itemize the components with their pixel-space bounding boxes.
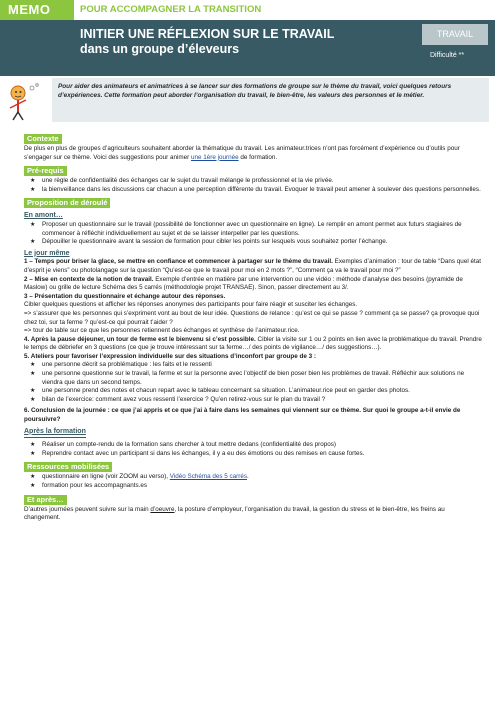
step-3-line: Cibler quelques questions et afficher les réponses anonymes des participants pour faire réagir et susciter les échanges. <box>24 301 358 309</box>
video-5-carres-link[interactable]: Vidéo Schéma des 5 carrés <box>169 473 247 481</box>
list-item: ★ Dépouiller le questionnaire avant la session de formation pour cibler les points sur lesquels vous souhaitez porter l’échange. <box>30 238 388 246</box>
section-heading-ressources: Ressources mobilisées <box>24 462 112 472</box>
list-item: ★ une personne prend des notes et chacun repart avec le tableau concernant sa situation. L’animateur.rice peut en garder des photos. <box>30 387 410 395</box>
section-heading-prerequis: Pré-requis <box>24 166 67 176</box>
star-bullet-icon: ★ <box>30 186 36 193</box>
list-item: ★ Réaliser un compte-rendu de la formation sans chercher à tout mettre dedans (confidentialité des propos) <box>30 441 337 449</box>
step-3: 3 – Présentation du questionnaire et échange autour des réponses. <box>24 292 226 300</box>
step-2: 2 – Mise en contexte de la notion de travail. Exemple d’entrée en matière par une intervention ou une vidéo : méthode d’analyse des besoins (pyramide de Maslow) ou grille de lecture Schéma des 5 carrés (méthodologie projet TRANSAE). Sinon, passer directement au 3/. <box>24 275 463 292</box>
list-item: ★ une personne questionne sur le travail, la ferme et sur la personne avec l’objectif de bien poser bien les problèmes de travail. Réfléchir aux solutions ne viendra que dans un second temps. <box>30 370 465 386</box>
star-bullet-icon: ★ <box>30 178 36 185</box>
memo-label: MEMO <box>0 0 74 20</box>
page-title <box>80 27 334 57</box>
list-item: ★ la bienveillance dans les discussions car chacun a une perception différente du travail. Evoquer le travail peut amener à soulever des questions personnelles. <box>30 185 481 193</box>
list-item: ★ Proposer un questionnaire sur le travail (possibilité de fonctionner avec un questionnaire en ligne). Le remplir en amont permet aux futurs stagiaires de commencer à réfléchir individuellement au sujet et de se laisser interpeller par les questions. <box>30 220 462 237</box>
title-line-1: INITIER UNE RÉFLEXION SUR LE TRAVAIL <box>80 27 335 41</box>
intro-box: Pour aider des animateurs et animatrices à se lancer sur des formations de groupe sur le thème du travail, voici quelques retours d’expériences. Cette formation peut aborder l’organisation du travail, le bien-être, les valeurs des personnes et le métier. <box>52 78 489 122</box>
header-subtitle: POUR ACCOMPAGNER LA TRANSITION <box>80 4 262 15</box>
star-bullet-icon: ★ <box>30 450 36 457</box>
section-heading-et-apres: Et après… <box>24 495 67 505</box>
contexte-text: De plus en plus de groupes d’agriculteurs souhaitent aborder la thématique du travail. Les animateur.trices n’ont pas forcément d’expérience ou d’outils pour s’engager sur ce thème. Voici des suggestions pour animer une 1ère journée de formation. <box>24 145 460 161</box>
list-item: ★ une personne décrit sa problématique : les faits et le ressenti <box>30 361 212 369</box>
star-bullet-icon: ★ <box>30 483 36 489</box>
list-item: ★ Reprendre contact avec un participant si dans les échanges, il y a eu des émotions ou des remises en cause fortes. <box>30 449 365 457</box>
star-bullet-icon: ★ <box>30 371 36 378</box>
section-heading-deroule: Proposition de déroulé <box>24 198 110 208</box>
step-6: 6. Conclusion de la journée : ce que j’ai appris et ce que j’ai à faire dans les semaines qui viennent sur ce thème. Sur quoi le groupe a-t-il envie de poursuivre? <box>24 407 461 424</box>
difficulty-label: Difficulté ** <box>430 52 465 59</box>
list-item: ★ questionnaire en ligne (voir ZOOM au verso), Vidéo Schéma des 5 carrés. <box>30 473 249 481</box>
thinking-figure-icon <box>6 82 46 122</box>
star-bullet-icon: ★ <box>30 474 36 481</box>
star-bullet-icon: ★ <box>30 396 36 403</box>
subheading-apres-formation: Après la formation <box>24 428 86 439</box>
section-heading-contexte: Contexte <box>24 134 62 144</box>
step-5: 5. Ateliers pour favoriser l’expression individuelle sur des situations d’inconfort par groupe de 3 : <box>24 352 316 360</box>
et-apres-text: D’autres journées peuvent suivre sur la main d’oeuvre, la posture d’employeur, l’organisation du travail, la gestion du stress et le bien-être, les freins au changement. <box>24 505 445 522</box>
title-line-2: dans un groupe d’éleveurs <box>80 42 240 56</box>
step-3-line: => tour de table sur ce que les personnes retiennent des échanges et synthèse de l’animateur.rice. <box>24 327 300 335</box>
theme-tag: TRAVAIL <box>422 24 488 45</box>
star-bullet-icon: ★ <box>30 388 36 395</box>
star-bullet-icon: ★ <box>30 442 36 449</box>
star-bullet-icon: ★ <box>30 362 36 369</box>
star-bullet-icon: ★ <box>30 221 36 228</box>
first-day-link[interactable]: une 1ère journée <box>190 153 239 161</box>
subheading-en-amont: En amont… <box>24 212 63 220</box>
list-item: ★ une règle de confidentialité des échanges car le sujet du travail mélange le professionnel et la vie privée. <box>30 177 334 185</box>
main-content <box>24 130 482 523</box>
step-1: 1 – Temps pour briser la glace, se mettre en confiance et commencer à partager sur le thème du travail. Exemples d’animation : tour de table “Dans quel état d’esprit je viens” ou photolangage sur la question “Qu’est-ce que le travail pour moi en 2 mots ?”, “Comment ça va le travail pour moi ?” <box>24 258 481 274</box>
list-item: ★ bilan de l’exercice: comment avez vous ressenti l’exercice ? Qu’en retirez-vous sur le plan du travail ? <box>30 395 326 403</box>
star-bullet-icon: ★ <box>30 239 36 246</box>
step-3-line: => s’assurer que les personnes qui s’expriment vont au bout de leur idée. Questions de relance : qu’est ce qui se passe ? comment ça se passe? ça provoque quoi chez toi, sur ta ferme ? qu’est-ce qui pourrait t’aider ? <box>24 309 480 326</box>
oeuvre-word: d’oeuvre <box>150 505 175 513</box>
top-bar <box>0 0 495 20</box>
list-item: ★ formation pour les accompagnants.es <box>30 482 148 489</box>
subheading-le-jour-meme: Le jour même <box>24 249 70 257</box>
step-4: 4. Après la pause déjeuner, un tour de ferme est le bienvenu si c’est possible. Cibler la visite sur 1 ou 2 points en lien avec la problématique du travail. Prendre le temps de débriefer en 3 questions (ce que je trouve intéressant sur ta ferme…/ des points de vigilance…/ des suggestions…). <box>24 335 482 352</box>
